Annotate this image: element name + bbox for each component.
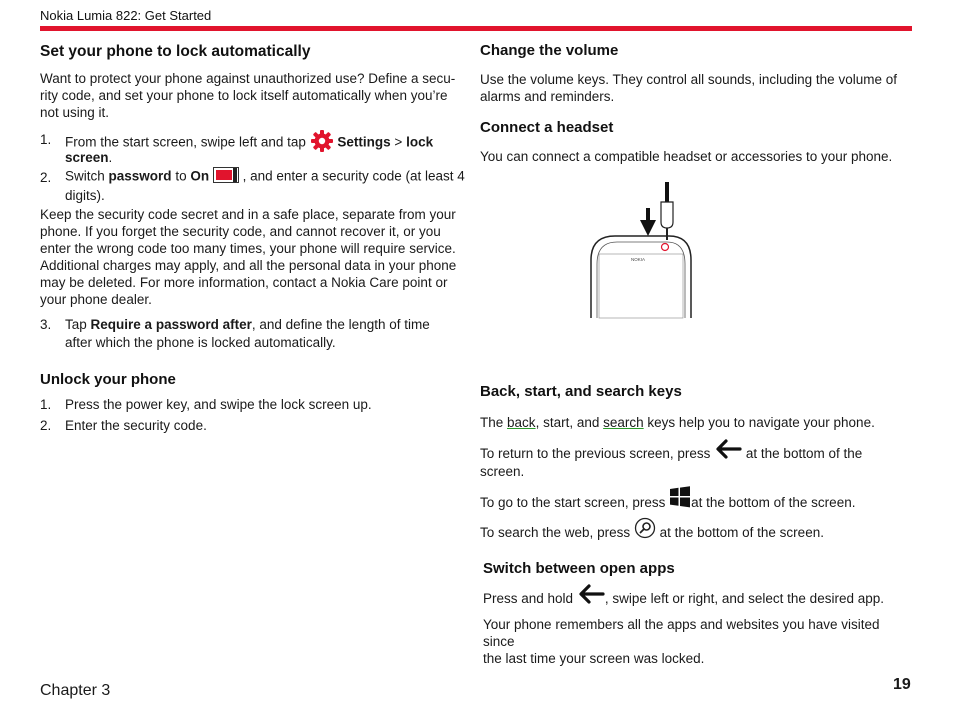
paragraph-text: at the bottom of the — [745, 446, 863, 461]
headset-section — [480, 118, 910, 138]
step-text: after which the phone is locked automatically. — [65, 335, 336, 350]
paragraph-text: , swipe left or right, and select the desired app. — [604, 591, 884, 606]
lock-heading: Set your phone to lock automatically — [40, 43, 311, 60]
headset-text — [480, 148, 910, 165]
volume-section — [480, 41, 910, 61]
windows-start-icon — [669, 486, 691, 512]
volume-text — [480, 71, 910, 105]
settings-label: Settings — [337, 134, 391, 150]
step-text: to — [175, 168, 187, 184]
screen-label: screen — [65, 150, 109, 165]
paragraph-line: enter the wrong code too many times, your phone will require service. — [40, 241, 456, 256]
keys-section — [480, 382, 910, 402]
volume-heading: Change the volume — [480, 42, 619, 59]
paragraph-text: To return to the previous screen, press — [480, 446, 711, 461]
paragraph-text: , start, and — [535, 415, 600, 430]
paragraph-line: phone. If you forget the security code, and cannot recover it, or you — [40, 224, 441, 239]
back-arrow-icon — [577, 583, 605, 616]
password-label: password — [108, 168, 172, 184]
step-text: Tap — [65, 317, 87, 332]
step-text: digits). — [65, 188, 105, 203]
step-number: 1. — [40, 132, 52, 147]
back-term: back — [507, 415, 536, 430]
step-number: 1. — [40, 397, 52, 412]
paragraph-line: alarms and reminders. — [480, 89, 615, 104]
search-term: search — [603, 415, 644, 430]
paragraph-line: may be deleted. For more information, contact a Nokia Care point or — [40, 275, 448, 290]
step-text: . — [108, 150, 113, 165]
keys-intro — [480, 414, 910, 431]
paragraph-line: Your phone remembers all the apps and websites you have visited since — [483, 617, 880, 649]
headset-heading: Connect a headset — [480, 119, 614, 136]
phone-brand-label: NOKIA — [631, 257, 646, 262]
step-text: Switch — [65, 168, 105, 184]
paragraph-text: keys help you to navigate your phone. — [647, 415, 875, 430]
step-number: 2. — [40, 170, 52, 185]
settings-gear-icon — [310, 129, 334, 157]
lock-intro-line: Want to protect your phone against unauthorized use? Define a secu- — [40, 71, 456, 86]
paragraph-line: Additional charges may apply, and all the personal data in your phone — [40, 258, 457, 273]
step-text: From the start screen, swipe left and tap — [65, 134, 306, 150]
paragraph-text: Press and hold — [483, 591, 574, 606]
paragraph-line: the last time your screen was locked. — [483, 651, 705, 666]
search-key-paragraph — [480, 517, 910, 543]
start-key-paragraph — [480, 486, 910, 512]
back-arrow-icon — [714, 438, 742, 471]
switch-paragraph-2 — [483, 616, 913, 667]
path-separator: > — [394, 134, 403, 150]
lock-step-2 — [40, 167, 465, 207]
lock-intro-line: not using it. — [40, 105, 110, 120]
on-label: On — [190, 168, 210, 184]
unlock-heading: Unlock your phone — [40, 371, 176, 388]
step-text: Press the power key, and swipe the lock screen up. — [65, 397, 372, 412]
search-magnifier-icon — [634, 517, 656, 543]
lock-label: lock — [406, 134, 434, 150]
switch-heading: Switch between open apps — [483, 560, 675, 577]
paragraph-text: To search the web, press — [480, 525, 631, 540]
step-number: 2. — [40, 418, 52, 433]
lock-section — [40, 42, 460, 62]
paragraph-line: your phone dealer. — [40, 292, 152, 307]
running-title: Nokia Lumia 822: Get Started — [40, 8, 212, 23]
lock-step-3 — [40, 316, 460, 356]
paragraph-text: To go to the start screen, press — [480, 495, 666, 510]
lock-intro-line: rity code, and set your phone to lock itself automatically when you’re — [40, 88, 448, 103]
step-text: , and enter a security code (at least 4 — [242, 168, 465, 184]
page-number: 19 — [893, 676, 911, 693]
toggle-switch-icon — [213, 167, 239, 187]
paragraph-text: The — [480, 415, 504, 430]
keep-secret-paragraph — [40, 206, 460, 308]
unlock-step-1 — [40, 396, 460, 416]
paragraph-text: at the bottom of the screen. — [659, 525, 824, 540]
footer-chapter: Chapter 3 — [40, 682, 111, 699]
paragraph-text: at the bottom of the screen. — [691, 495, 856, 510]
paragraph-line: You can connect a compatible headset or accessories to your phone. — [480, 149, 893, 164]
step-number: 3. — [40, 317, 52, 332]
step-text: Enter the security code. — [65, 418, 207, 433]
lock-intro — [40, 70, 460, 121]
paragraph-line: Keep the security code secret and in a safe place, separate from your — [40, 207, 456, 222]
paragraph-text: screen. — [480, 464, 525, 479]
unlock-step-2 — [40, 417, 460, 437]
headset-illustration — [585, 180, 695, 320]
switch-section — [483, 559, 675, 579]
lock-step-1 — [40, 129, 460, 169]
switch-paragraph-1 — [483, 583, 913, 616]
header-rule — [40, 26, 912, 31]
step-text: , and define the length of time — [251, 317, 430, 332]
paragraph-line: Use the volume keys. They control all sounds, including the volume of — [480, 72, 897, 87]
unlock-section — [40, 370, 460, 390]
require-password-label: Require a password after — [90, 317, 252, 332]
back-key-paragraph — [480, 438, 910, 480]
keys-heading: Back, start, and search keys — [480, 383, 682, 400]
